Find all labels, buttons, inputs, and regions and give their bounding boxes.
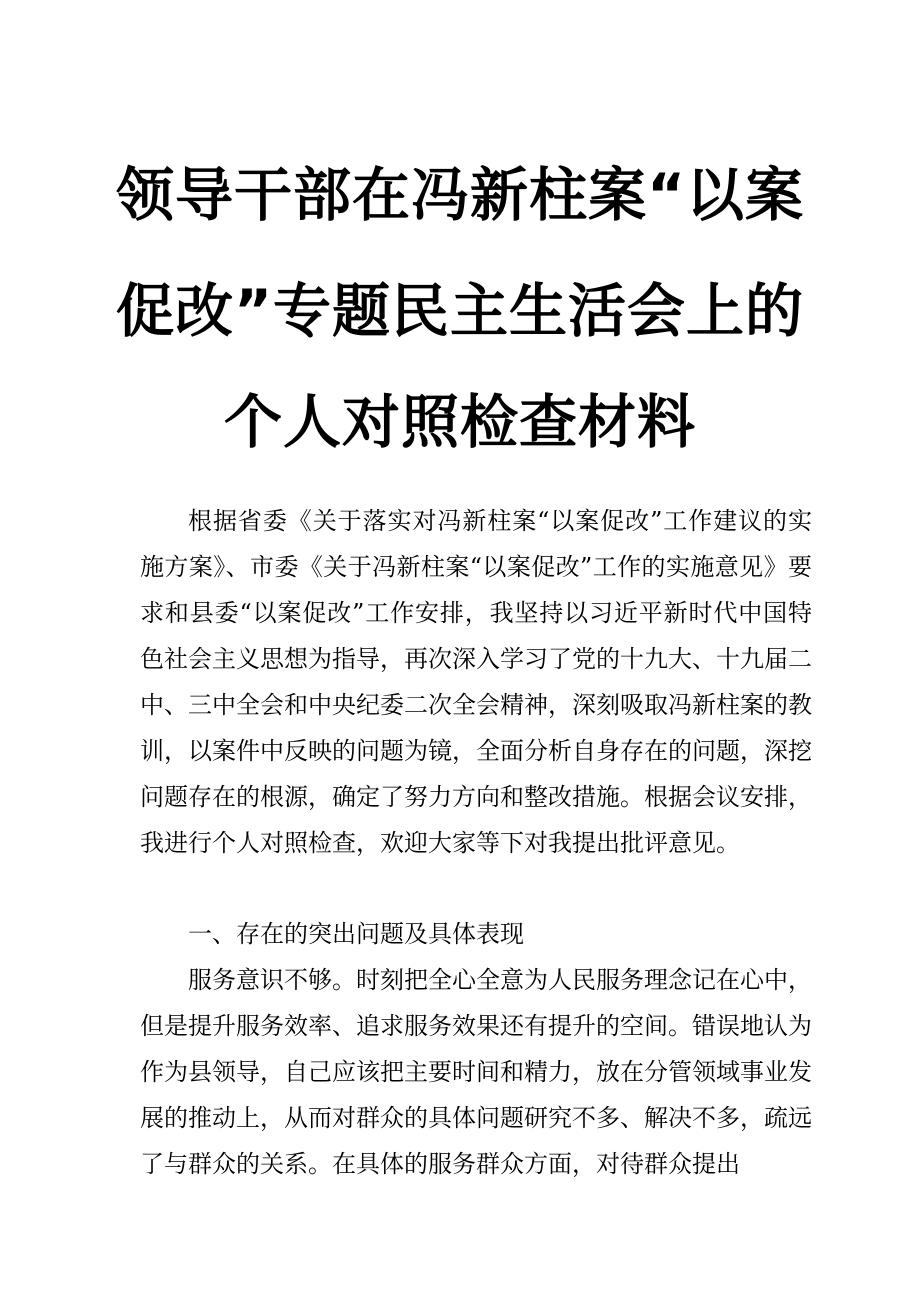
document-title-line-2: 促改”专题民主生活会上的 [115,277,805,345]
document-title-line-1: 领导干部在冯新柱案“以案 [115,161,805,229]
body-paragraph: 服务意识不够。时刻把全心全意为人民服务理念记在心中，但是提升服务效率、追求服务效果还有提升的空间。错误地认为作为县领导，自己应该把主要时间和精力，放在分管领域事业发展的推动上，从而对群众的具体问题研究不多、解决不多，疏远了与群众的关系。在具体的服务群众方面，对待群众提出 [140,966,812,1178]
section-heading: 一、存在的突出问题及具体表现 [188,920,524,948]
intro-paragraph: 根据省委《关于落实对冯新柱案“以案促改”工作建议的实施方案》、市委《关于冯新柱案“以案促改”工作的实施意见》要求和县委“以案促改”工作安排，我坚持以习近平新时代中国特色社会主义思想为指导，再次深入学习了党的十九大、十九届二中、三中全会和中央纪委二次全会精神，深刻吸取冯新柱案的教训，以案件中反映的问题为镜，全面分析自身存在的问题，深挖问题存在的根源，确定了努力方向和整改措施。根据会议安排，我进行个人对照检查，欢迎大家等下对我提出批评意见。 [140,507,812,857]
document-title-line-3: 个人对照检查材料 [223,388,696,456]
